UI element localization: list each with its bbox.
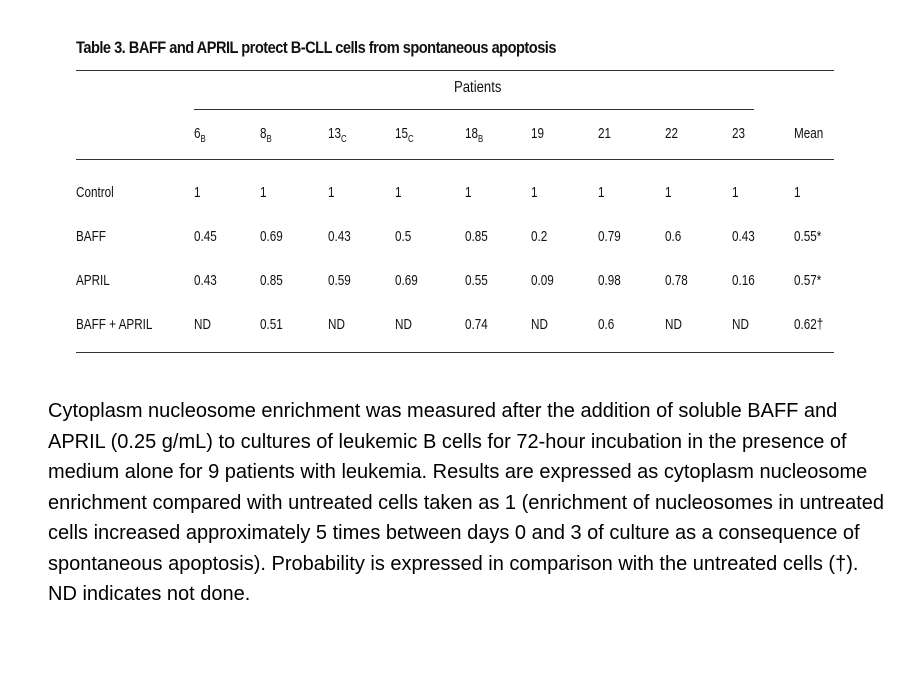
column-header: 22 — [665, 125, 679, 142]
table-cell: 0.57* — [794, 271, 822, 289]
patients-label: Patients — [454, 79, 502, 96]
table-cell: 0.5 — [395, 227, 412, 245]
table-cell: 0.59 — [328, 271, 351, 289]
table-row-control — [76, 160, 834, 214]
table-cell: 0.69 — [260, 227, 283, 245]
table-cell: 1 — [328, 183, 335, 201]
table-cell: ND — [665, 315, 682, 333]
patients-header — [76, 71, 834, 111]
table-cell: ND — [328, 315, 345, 333]
results-table — [76, 38, 834, 353]
table-bottom-rule — [76, 352, 834, 353]
column-header: 19 — [531, 125, 545, 142]
column-header: $8_B$ — [260, 125, 272, 145]
table-cell: 0.85 — [465, 227, 488, 245]
table-cell: ND — [194, 315, 211, 333]
table-row-april — [76, 258, 834, 302]
table-cell: 0.78 — [665, 271, 688, 289]
table-cell: ND — [395, 315, 412, 333]
table-cell: 1 — [260, 183, 267, 201]
table-cell: 0.45 — [194, 227, 217, 245]
table-cell: 0.09 — [531, 271, 554, 289]
table-cell: 0.55* — [794, 227, 822, 245]
column-header: $18_B$ — [465, 125, 484, 145]
table-cell: 0.98 — [598, 271, 621, 289]
table-cell: ND — [732, 315, 749, 333]
table-cell: 1 — [732, 183, 739, 201]
column-header: 23 — [732, 125, 746, 142]
row-label: BAFF + APRIL — [76, 315, 153, 333]
column-header: $6_B$ — [194, 125, 206, 145]
table-cell: 0.16 — [732, 271, 755, 289]
table-cell: 1 — [395, 183, 402, 201]
table-cell: 0.55 — [465, 271, 488, 289]
table-cell: ND — [531, 315, 548, 333]
table-cell: 1 — [794, 183, 801, 201]
column-header: 21 — [598, 125, 612, 142]
table-cell: 1 — [598, 183, 605, 201]
row-label: Control — [76, 183, 114, 201]
table-cell: 0.43 — [328, 227, 351, 245]
row-label: BAFF — [76, 227, 106, 245]
table-cell: 0.51 — [260, 315, 283, 333]
table-row-baff-april — [76, 302, 834, 352]
table-cell: 0.79 — [598, 227, 621, 245]
table-cell: 1 — [531, 183, 538, 201]
table-caption: Cytoplasm nucleosome enrichment was measured after the addition of soluble BAFF and APRIL (0.25 g/mL) to cultures of leukemic B cells for 72-hour incubation in the presence of medium alone for 9 patients with leukemia. Results are expressed as cytoplasm nucleosome enrichment compared with untreated cells taken as 1 (enrichment of nucleosomes in untreated cells increased approximately 5 times between days 0 and 3 of culture as a consequence of spontaneous apoptosis). Probability is expressed in comparison with the untreated cells (†). ND indicates not done. — [48, 400, 885, 605]
table-cell: 0.62† — [794, 315, 824, 333]
table-cell: 0.85 — [260, 271, 283, 289]
data-table — [76, 111, 834, 159]
column-header: $13_C$ — [328, 125, 347, 145]
patients-span-rule — [194, 109, 754, 110]
table-cell: 0.6 — [665, 227, 682, 245]
data-table-body — [76, 160, 834, 352]
table-cell: 0.6 — [598, 315, 615, 333]
column-header-row — [76, 111, 834, 159]
table-cell: 1 — [465, 183, 472, 201]
table-cell: 0.2 — [531, 227, 548, 245]
table-title: Table 3. BAFF and APRIL protect B-CLL cells from spontaneous apoptosis — [76, 38, 556, 57]
column-header: Mean — [794, 125, 824, 142]
table-cell: 1 — [194, 183, 201, 201]
table-cell: 0.69 — [395, 271, 418, 289]
row-label: APRIL — [76, 271, 110, 289]
row-label-header — [76, 111, 194, 159]
table-cell: 0.74 — [465, 315, 488, 333]
column-header: $15_C$ — [395, 125, 414, 145]
table-cell: 0.43 — [194, 271, 217, 289]
table-cell: 0.43 — [732, 227, 755, 245]
table-cell: 1 — [665, 183, 672, 201]
table-row-baff — [76, 214, 834, 258]
